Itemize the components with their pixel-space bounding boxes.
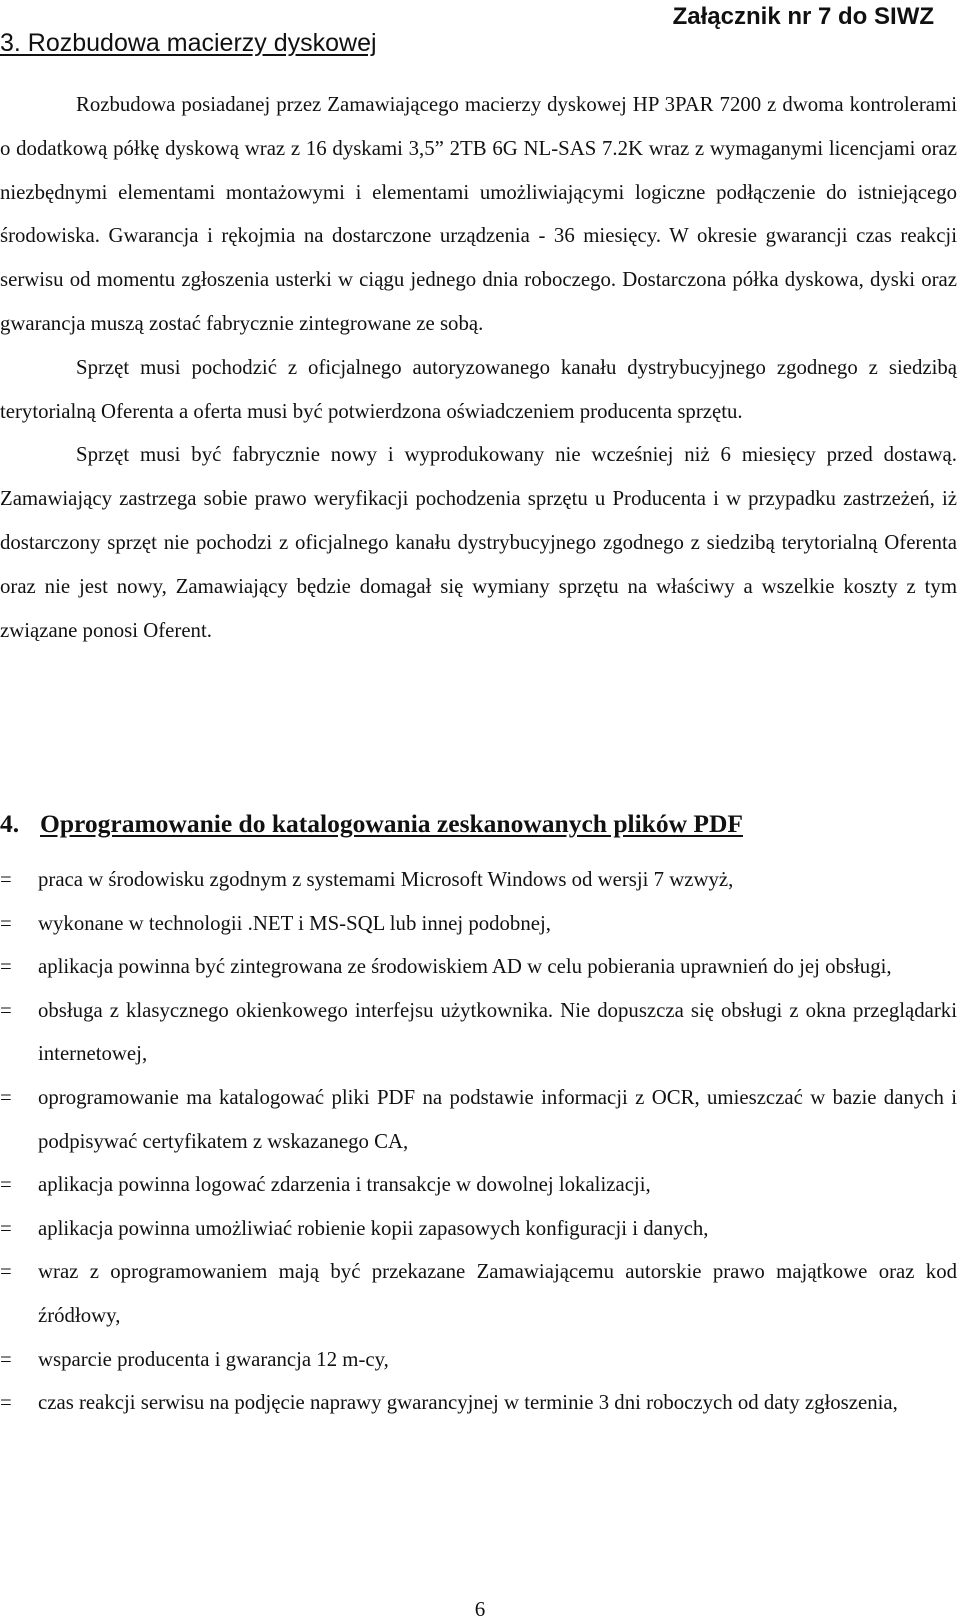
list-bullet: = [0,1173,12,1197]
requirements-list [0,858,957,1425]
paragraph: Sprzęt musi być fabrycznie nowy i wyprodukowany nie wcześniej niż 6 miesięcy przed dostawą. Zamawiający zastrzega sobie prawo weryfikacji pochodzenia sprzętu u Producenta i w przypadku zastrzeżeń, iż dostarczony sprzęt nie pochodzi z oficjalnego kanału dystrybucyjnego zgodnego z siedzibą terytorialną Oferenta oraz nie jest nowy, Zamawiający będzie domagał się wymiany sprzętu na właściwy a wszelkie koszty z tym związane ponosi Oferent. [0,443,957,642]
annex-label: Załącznik nr 7 do SIWZ [672,3,934,30]
list-item-text: aplikacja powinna być zintegrowana ze środowiskiem AD w celu pobierania uprawnień do jej obsługi, [38,955,892,979]
list-bullet: = [0,1216,12,1240]
list-item [0,945,957,989]
paragraph: Rozbudowa posiadanej przez Zamawiającego macierzy dyskowej HP 3PAR 7200 z dwoma kontrolerami o dodatkową półkę dyskową wraz z 16 dyskami 3,5” 2TB 6G NL-SAS 7.2K wraz z wymaganymi licencjami oraz niezbędnymi elementami montażowymi i elementami umożliwiającymi logiczne podłączenie do istniejącego środowiska. Gwarancja i rękojmia na dostarczone urządzenia - 36 miesięcy. W okresie gwarancji czas reakcji serwisu od momentu zgłoszenia usterki w ciągu jednego dnia roboczego. Dostarczona półka dyskowa, dyski oraz gwarancja muszą zostać fabrycznie zintegrowane ze sobą. [0,93,957,335]
list-item [0,1250,957,1337]
section-title: Oprogramowanie do katalogowania zeskanowanych plików PDF [40,809,743,838]
page-number: 6 [474,1597,486,1621]
list-item-text: wraz z oprogramowaniem mają być przekazane Zamawiającemu autorskie prawo majątkowe oraz kod źródłowy, [38,1260,957,1327]
section-number: 4. [0,809,20,838]
list-bullet: = [0,998,12,1022]
list-item [0,902,957,946]
list-bullet: = [0,1085,12,1109]
list-item [0,1207,957,1251]
list-item [0,1381,957,1425]
list-bullet: = [0,1347,12,1371]
paragraph: Sprzęt musi pochodzić z oficjalnego autoryzowanego kanału dystrybucyjnego zgodnego z siedzibą terytorialną Oferenta a oferta musi być potwierdzona oświadczeniem producenta sprzętu. [0,355,957,423]
list-bullet: = [0,911,12,935]
list-item [0,1338,957,1382]
list-item [0,858,957,902]
list-item-text: aplikacja powinna logować zdarzenia i transakcje w dowolnej lokalizacji, [38,1173,651,1197]
list-item-text: wsparcie producenta i gwarancja 12 m-cy, [38,1347,389,1371]
list-item [0,1163,957,1207]
list-item-text: wykonane w technologii .NET i MS-SQL lub innej podobnej, [38,911,551,935]
list-item [0,1076,957,1163]
list-item-text: oprogramowanie ma katalogować pliki PDF na podstawie informacji z OCR, umieszczać w bazie danych i podpisywać certyfikatem z wskazanego CA, [38,1085,957,1153]
list-item-text: praca w środowisku zgodnym z systemami Microsoft Windows od wersji 7 wzwyż, [38,868,734,891]
section-3-body [0,83,957,652]
list-item-text: obsługa z klasycznego okienkowego interfejsu użytkownika. Nie dopuszcza się obsługi z okna przeglądarki internetowej, [38,998,957,1066]
list-bullet: = [0,1260,12,1284]
list-bullet: = [0,1391,12,1415]
section-3-heading: 3. Rozbudowa macierzy dyskowej [0,29,377,57]
list-item [0,989,957,1076]
section-4-heading [0,807,743,841]
list-item-text: czas reakcji serwisu na podjęcie naprawy gwarancyjnej w terminie 3 dni roboczych od daty zgłoszenia, [38,1391,898,1415]
list-bullet: = [0,868,12,891]
list-item-text: aplikacja powinna umożliwiać robienie kopii zapasowych konfiguracji i danych, [38,1216,709,1240]
list-bullet: = [0,955,12,979]
